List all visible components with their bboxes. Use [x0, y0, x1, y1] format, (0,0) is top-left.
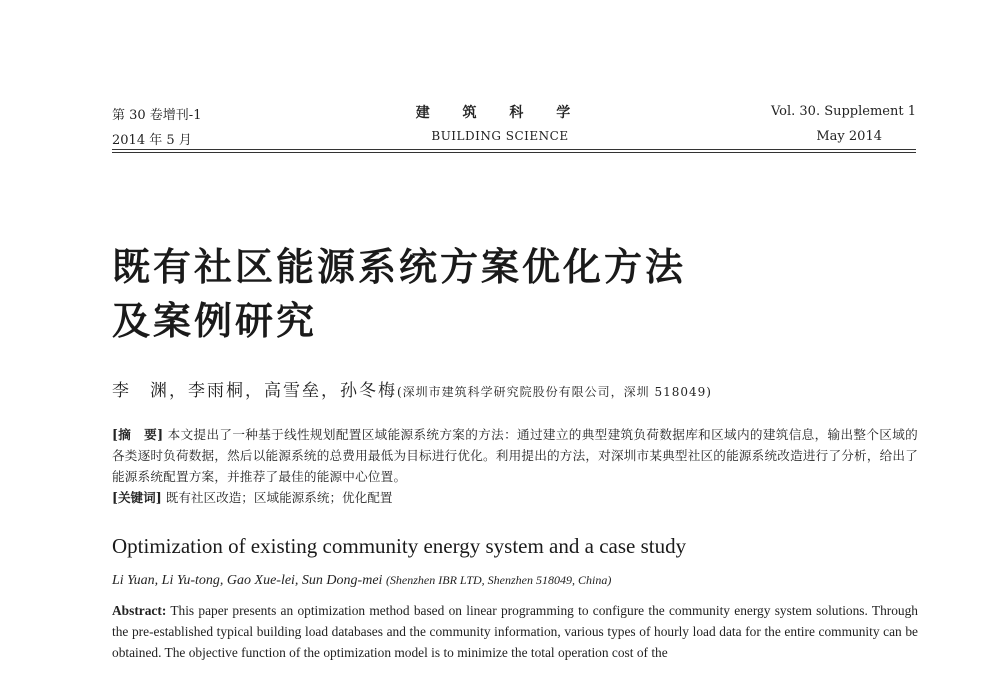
paper-title-en: Optimization of existing community energy system and a case study: [112, 534, 687, 558]
author-names-en: Li Yuan, Li Yu-tong, Gao Xue-lei, Sun Dong-mei: [112, 573, 383, 588]
abstract-cn: [112, 424, 918, 487]
abstract-en: [112, 600, 918, 663]
paper-title-line2: 及案例研究: [112, 299, 318, 343]
keywords-cn: [112, 487, 918, 508]
paper-title: [112, 240, 686, 348]
journal-name-en: BUILDING SCIENCE: [431, 129, 569, 143]
abstract-cn-label: [摘 要]: [112, 427, 164, 442]
header-rule-bottom: [112, 152, 916, 153]
journal-volume-en: Vol. 30. Supplement 1: [770, 104, 916, 119]
author-list: [112, 376, 712, 401]
header-rule-top: [112, 149, 916, 150]
keywords-cn-label: [关键词]: [112, 490, 162, 505]
abstract-cn-text: 本文提出了一种基于线性规划配置区域能源系统方案的方法：通过建立的典型建筑负荷数据库和区域内的建筑信息，输出整个区域的各类逐时负荷数据，然后以能源系统的总费用最低为目标进行优化。利用提出的方法，对深圳市某典型社区的能源系统改造进行了分析，给出了能源系统配置方案，并推荐了最佳的能源中心位置。: [112, 427, 919, 484]
author-names: 李 渊，李雨桐，高雪垒，孙冬梅: [112, 381, 397, 401]
abstract-en-text: This paper presents an optimization method based on linear programming to configure the community energy system solutions. Through the pre-established typical building load databases and the community information, various types of hourly load data for the entire community can be obtained. The objective function of the optimization model is to minimize the total operation cost of the: [112, 603, 919, 660]
author-affiliation-en: (Shenzhen IBR LTD, Shenzhen 518049, China): [385, 573, 612, 587]
author-affiliation: (深圳市建筑科学研究院股份有限公司，深圳 518049): [397, 385, 712, 399]
paper-title-line1: 既有社区能源系统方案优化方法: [112, 245, 687, 289]
keywords-cn-text: 既有社区改造；区域能源系统；优化配置: [165, 490, 393, 505]
journal-date-en: May 2014: [816, 129, 882, 144]
author-list-en: [112, 573, 611, 589]
journal-name-cn: 建 筑 科 学: [415, 105, 585, 121]
journal-date: 2014 年 5 月: [112, 133, 192, 148]
journal-volume: 第 30 卷增刊-1: [112, 108, 202, 123]
abstract-en-label: Abstract:: [112, 603, 167, 618]
